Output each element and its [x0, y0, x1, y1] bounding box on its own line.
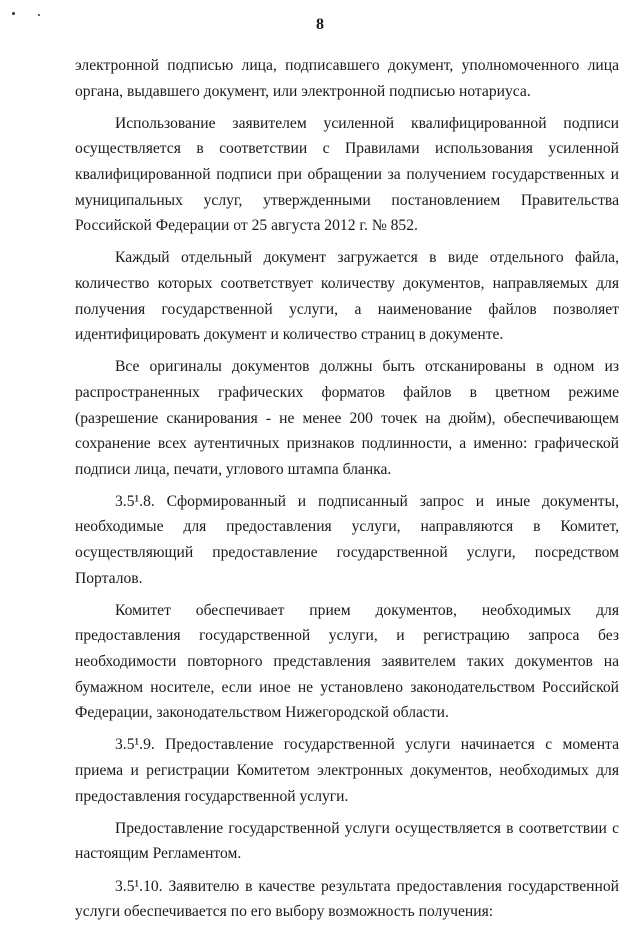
paragraph-2: Использование заявителем усиленной квалифицированной подписи осуществляется в соответствии с Правилами использования усиленной квалифицированной подписи при обращении за получением государственных и муниципальных услуг, утвержденными постановлением Правительства Российской Федерации от 25 августа 2012 г. № 852.: [75, 114, 619, 235]
paragraph-9: 3.5¹.10. Заявителю в качестве результата предоставления государственной услуги обеспечивается по его выбору возможность получения:: [75, 877, 619, 921]
document-body: [75, 53, 619, 925]
paragraph-5: 3.5¹.8. Сформированный и подписанный запрос и иные документы, необходимые для предоставления услуги, направляются в Комитет, осуществляющий предоставление государственной услуги, посредством Порталов.: [75, 492, 619, 587]
scan-speck: [12, 12, 15, 15]
paragraph-8: Предоставление государственной услуги осуществляется в соответствии с настоящим Регламентом.: [75, 819, 619, 863]
paragraph-6: Комитет обеспечивает прием документов, необходимых для предоставления государственной услуги, и регистрацию запроса без необходимости повторного представления заявителем таких документов на бумажном носителе, если иное не установлено законодательством Российской Федерации, законодательством Нижегородской области.: [75, 601, 619, 722]
paragraph-1: электронной подписью лица, подписавшего документ, уполномоченного лица органа, выдавшего документ, или электронной подписью нотариуса.: [75, 57, 619, 100]
page-number: 8: [316, 16, 324, 33]
paragraph-7: 3.5¹.9. Предоставление государственной услуги начинается с момента приема и регистрации Комитетом электронных документов, необходимых для предоставления государственной услуги.: [75, 736, 619, 805]
paragraph-4: Все оригиналы документов должны быть отсканированы в одном из распространенных графических форматов файлов в цветном режиме (разрешение сканирования - не менее 200 точек на дюйм), обеспечивающем сохранение всех аутентичных признаков подлинности, а именно: графической подписи лица, печати, углового штампа бланка.: [75, 358, 619, 478]
paragraph-3: Каждый отдельный документ загружается в виде отдельного файла, количество которых соответствует количеству документов, направляемых для получения государственной услуги, а наименование файлов позволяет идентифицировать документ и количество страниц в документе.: [75, 249, 619, 344]
